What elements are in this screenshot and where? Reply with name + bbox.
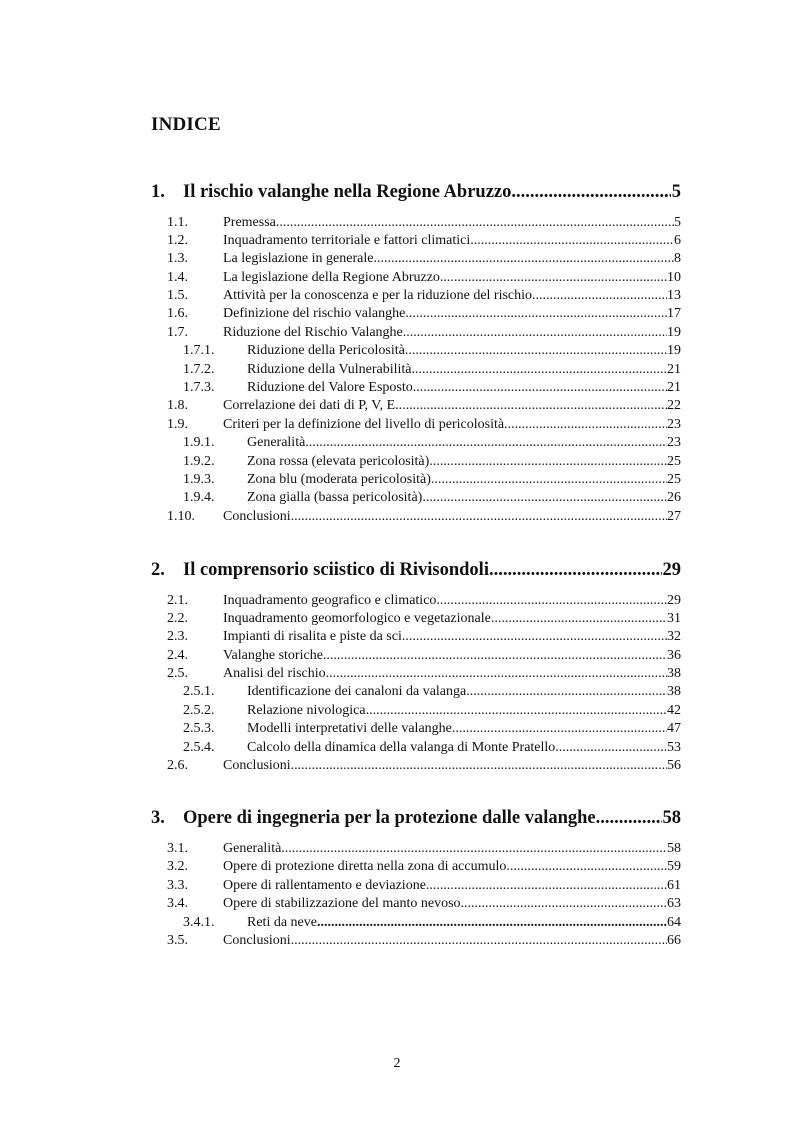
toc-title: Conclusioni — [223, 509, 291, 524]
toc-subentry[interactable] — [183, 380, 681, 398]
toc-title: Inquadramento territoriale e fattori climatici — [223, 233, 471, 248]
toc-title: Impianti di risalita e piste da sci — [223, 629, 402, 644]
toc-page: 38 — [667, 666, 681, 681]
toc-entry[interactable] — [167, 593, 681, 611]
toc-number: 3.3. — [167, 878, 188, 893]
toc-title: Riduzione della Pericolosità — [247, 343, 405, 358]
toc-title: Valanghe storiche — [223, 648, 323, 663]
dot-leader — [596, 808, 662, 829]
dot-leader — [491, 611, 667, 627]
toc-entry[interactable] — [167, 611, 681, 629]
toc-number: 3.2. — [167, 859, 188, 874]
dot-leader — [281, 841, 667, 857]
dot-leader — [429, 454, 667, 470]
toc-subentry[interactable] — [183, 343, 681, 361]
toc-number: 1.8. — [167, 398, 188, 413]
toc-entry[interactable] — [167, 251, 681, 269]
toc-title: Identificazione dei canaloni da valanga — [247, 684, 467, 699]
toc-title: Opere di rallentamento e deviazione — [223, 878, 426, 893]
toc-subentry[interactable] — [183, 435, 681, 453]
dot-leader — [532, 288, 667, 304]
dot-leader — [373, 251, 674, 267]
toc-number: 2.3. — [167, 629, 188, 644]
toc-subentry[interactable] — [183, 740, 681, 758]
dot-leader — [291, 933, 667, 949]
toc-number: 1.10. — [167, 509, 195, 524]
toc-page: 29 — [667, 593, 681, 608]
toc-number: 3.4.1. — [183, 915, 215, 930]
toc-page: 22 — [667, 398, 681, 413]
toc-number: 1.9.2. — [183, 454, 215, 469]
toc-subentry[interactable] — [183, 490, 681, 508]
toc-title: Relazione nivologica — [247, 703, 366, 718]
toc-page: 64 — [667, 915, 681, 930]
toc-title: Calcolo della dinamica della valanga di Monte Pratello — [247, 740, 556, 755]
toc-page: 6 — [674, 233, 681, 248]
toc-entry[interactable] — [167, 859, 681, 877]
toc-number: 1.7. — [167, 325, 188, 340]
toc-page: 23 — [667, 435, 681, 450]
toc-page: 25 — [667, 454, 681, 469]
toc-page: 19 — [667, 343, 681, 358]
toc-entry[interactable] — [167, 417, 681, 435]
dot-leader — [511, 182, 670, 203]
toc-page: 58 — [667, 841, 681, 856]
dot-leader — [276, 215, 674, 231]
toc-title: Opere di protezione diretta nella zona di accumulo — [223, 859, 507, 874]
dot-leader — [413, 380, 667, 396]
toc-number: 2.2. — [167, 611, 188, 626]
toc-chapter[interactable] — [151, 560, 681, 586]
toc-title: Generalità — [223, 841, 282, 856]
toc-number: 1.9.4. — [183, 490, 215, 505]
toc-entry[interactable] — [167, 629, 681, 647]
dot-leader — [395, 398, 667, 414]
toc-page: 61 — [667, 878, 681, 893]
toc-title: Il rischio valanghe nella Regione Abruzzo — [183, 182, 512, 202]
dot-leader — [440, 270, 667, 286]
toc-title: Zona rossa (elevata pericolosità) — [247, 454, 430, 469]
toc-entry[interactable] — [167, 306, 681, 324]
toc-title: Zona blu (moderata pericolosità) — [247, 472, 431, 487]
toc-page: 5 — [674, 215, 681, 230]
toc-title: Attività per la conoscenza e per la riduzione del rischio — [223, 288, 533, 303]
toc-title: Zona gialla (bassa pericolosità) — [247, 490, 423, 505]
toc-title: Generalità — [247, 435, 306, 450]
toc-subentry[interactable] — [183, 703, 681, 721]
toc-subentry[interactable] — [183, 684, 681, 702]
toc-page: 63 — [667, 896, 681, 911]
toc-page: 17 — [667, 306, 681, 321]
toc-title: Riduzione del Valore Esposto — [247, 380, 413, 395]
toc-entry[interactable] — [167, 878, 681, 896]
toc-subentry[interactable] — [183, 454, 681, 472]
toc-number: 2.6. — [167, 758, 188, 773]
toc-page: 21 — [667, 380, 681, 395]
toc-page: 26 — [667, 490, 681, 505]
toc-entry[interactable] — [167, 758, 681, 776]
dot-leader — [412, 362, 667, 378]
toc-entry[interactable] — [167, 325, 681, 343]
toc-page: 10 — [667, 270, 681, 285]
toc-number: 1.9. — [167, 417, 188, 432]
toc-number: 3.1. — [167, 841, 188, 856]
dot-leader — [426, 878, 667, 894]
dot-leader — [461, 896, 667, 912]
dot-leader — [436, 593, 667, 609]
dot-leader — [323, 648, 667, 664]
toc-chapter[interactable] — [151, 808, 681, 834]
dot-leader — [326, 666, 667, 682]
toc-page: 29 — [662, 560, 681, 580]
toc-number: 2. — [151, 560, 165, 580]
toc-number: 2.4. — [167, 648, 188, 663]
toc-number: 2.1. — [167, 593, 188, 608]
page-number: 2 — [393, 1056, 401, 1071]
dot-leader — [555, 740, 667, 756]
toc-page: 27 — [667, 509, 681, 524]
toc-entry[interactable] — [167, 215, 681, 233]
toc-entry[interactable] — [167, 666, 681, 684]
dot-leader — [466, 684, 667, 700]
dot-leader — [504, 417, 667, 433]
toc-page: 66 — [667, 933, 681, 948]
toc-number: 1.1. — [167, 215, 188, 230]
toc-number: 3.5. — [167, 933, 188, 948]
toc-number: 1.9.1. — [183, 435, 215, 450]
dot-leader — [366, 703, 667, 719]
toc-page: 38 — [667, 684, 681, 699]
toc-title: La legislazione della Regione Abruzzo — [223, 270, 440, 285]
toc-number: 1.7.3. — [183, 380, 215, 395]
toc-title: Inquadramento geografico e climatico — [223, 593, 437, 608]
toc-title: Definizione del rischio valanghe — [223, 306, 406, 321]
toc-page: 21 — [667, 362, 681, 377]
toc-title: Conclusioni — [223, 758, 291, 773]
toc-number: 1.7.1. — [183, 343, 215, 358]
toc-title: Premessa — [223, 215, 276, 230]
toc-entry[interactable] — [167, 288, 681, 306]
toc-number: 2.5. — [167, 666, 188, 681]
toc-page: 47 — [667, 721, 681, 736]
dot-leader — [403, 325, 667, 341]
toc-page: 32 — [667, 629, 681, 644]
toc-page: 31 — [667, 611, 681, 626]
toc-number: 2.5.3. — [183, 721, 215, 736]
toc-subentry[interactable] — [183, 721, 681, 739]
toc-page: 56 — [667, 758, 681, 773]
toc-entry[interactable] — [167, 896, 681, 914]
toc-number: 2.5.4. — [183, 740, 215, 755]
dot-leader — [305, 435, 667, 451]
toc-number: 1. — [151, 182, 165, 202]
toc-subentry[interactable] — [183, 915, 681, 933]
toc-page: 19 — [667, 325, 681, 340]
toc-number: 2.5.2. — [183, 703, 215, 718]
toc-title: Opere di stabilizzazione del manto nevoso — [223, 896, 461, 911]
toc-page: 36 — [667, 648, 681, 663]
toc-page: 13 — [667, 288, 681, 303]
toc-title: Opere di ingegneria per la protezione dalle valanghe — [183, 808, 596, 828]
toc-page: 59 — [667, 859, 681, 874]
toc-page: 25 — [667, 472, 681, 487]
toc-entry[interactable] — [167, 270, 681, 288]
page-title: INDICE — [151, 114, 221, 135]
toc-title: Modelli interpretativi delle valanghe — [247, 721, 452, 736]
dot-leader — [452, 721, 667, 737]
toc-number: 1.4. — [167, 270, 188, 285]
dot-leader — [470, 233, 674, 249]
toc-title: Reti da neve — [247, 915, 317, 930]
toc-title: La legislazione in generale — [223, 251, 374, 266]
toc-title: Criteri per la definizione del livello di pericolosità — [223, 417, 505, 432]
toc-number: 1.2. — [167, 233, 188, 248]
dot-leader — [422, 490, 667, 506]
toc-title: Inquadramento geomorfologico e vegetazionale — [223, 611, 491, 626]
dot-leader — [317, 915, 667, 931]
toc-page: 53 — [667, 740, 681, 755]
toc-subentry[interactable] — [183, 362, 681, 380]
dot-leader — [489, 560, 662, 581]
dot-leader — [506, 859, 667, 875]
toc-page: 8 — [674, 251, 681, 266]
toc-page: 42 — [667, 703, 681, 718]
toc-number: 1.3. — [167, 251, 188, 266]
dot-leader — [405, 306, 667, 322]
toc-entry[interactable] — [167, 509, 681, 527]
toc-title: Conclusioni — [223, 933, 291, 948]
toc-page: 5 — [671, 182, 681, 202]
toc-title: Correlazione dei dati di P, V, E — [223, 398, 396, 413]
toc-entry[interactable] — [167, 233, 681, 251]
toc-number: 3.4. — [167, 896, 188, 911]
toc-entry[interactable] — [167, 933, 681, 951]
dot-leader — [405, 343, 667, 359]
toc-number: 1.5. — [167, 288, 188, 303]
toc-number: 2.5.1. — [183, 684, 215, 699]
toc-number: 1.6. — [167, 306, 188, 321]
toc-entry[interactable] — [167, 648, 681, 666]
toc-title: Riduzione della Vulnerabilità — [247, 362, 412, 377]
toc-subentry[interactable] — [183, 472, 681, 490]
toc-number: 1.7.2. — [183, 362, 215, 377]
dot-leader — [291, 758, 667, 774]
toc-title: Riduzione del Rischio Valanghe — [223, 325, 403, 340]
toc-chapter[interactable] — [151, 182, 681, 208]
toc-entry[interactable] — [167, 398, 681, 416]
toc-entry[interactable] — [167, 841, 681, 859]
toc-title: Il comprensorio sciistico di Rivisondoli — [183, 560, 489, 580]
toc-page: 58 — [662, 808, 681, 828]
toc-number: 3. — [151, 808, 165, 828]
dot-leader — [291, 509, 667, 525]
toc-page: 23 — [667, 417, 681, 432]
dot-leader — [431, 472, 667, 488]
toc-number: 1.9.3. — [183, 472, 215, 487]
dot-leader — [402, 629, 667, 645]
toc-title: Analisi del rischio — [223, 666, 326, 681]
